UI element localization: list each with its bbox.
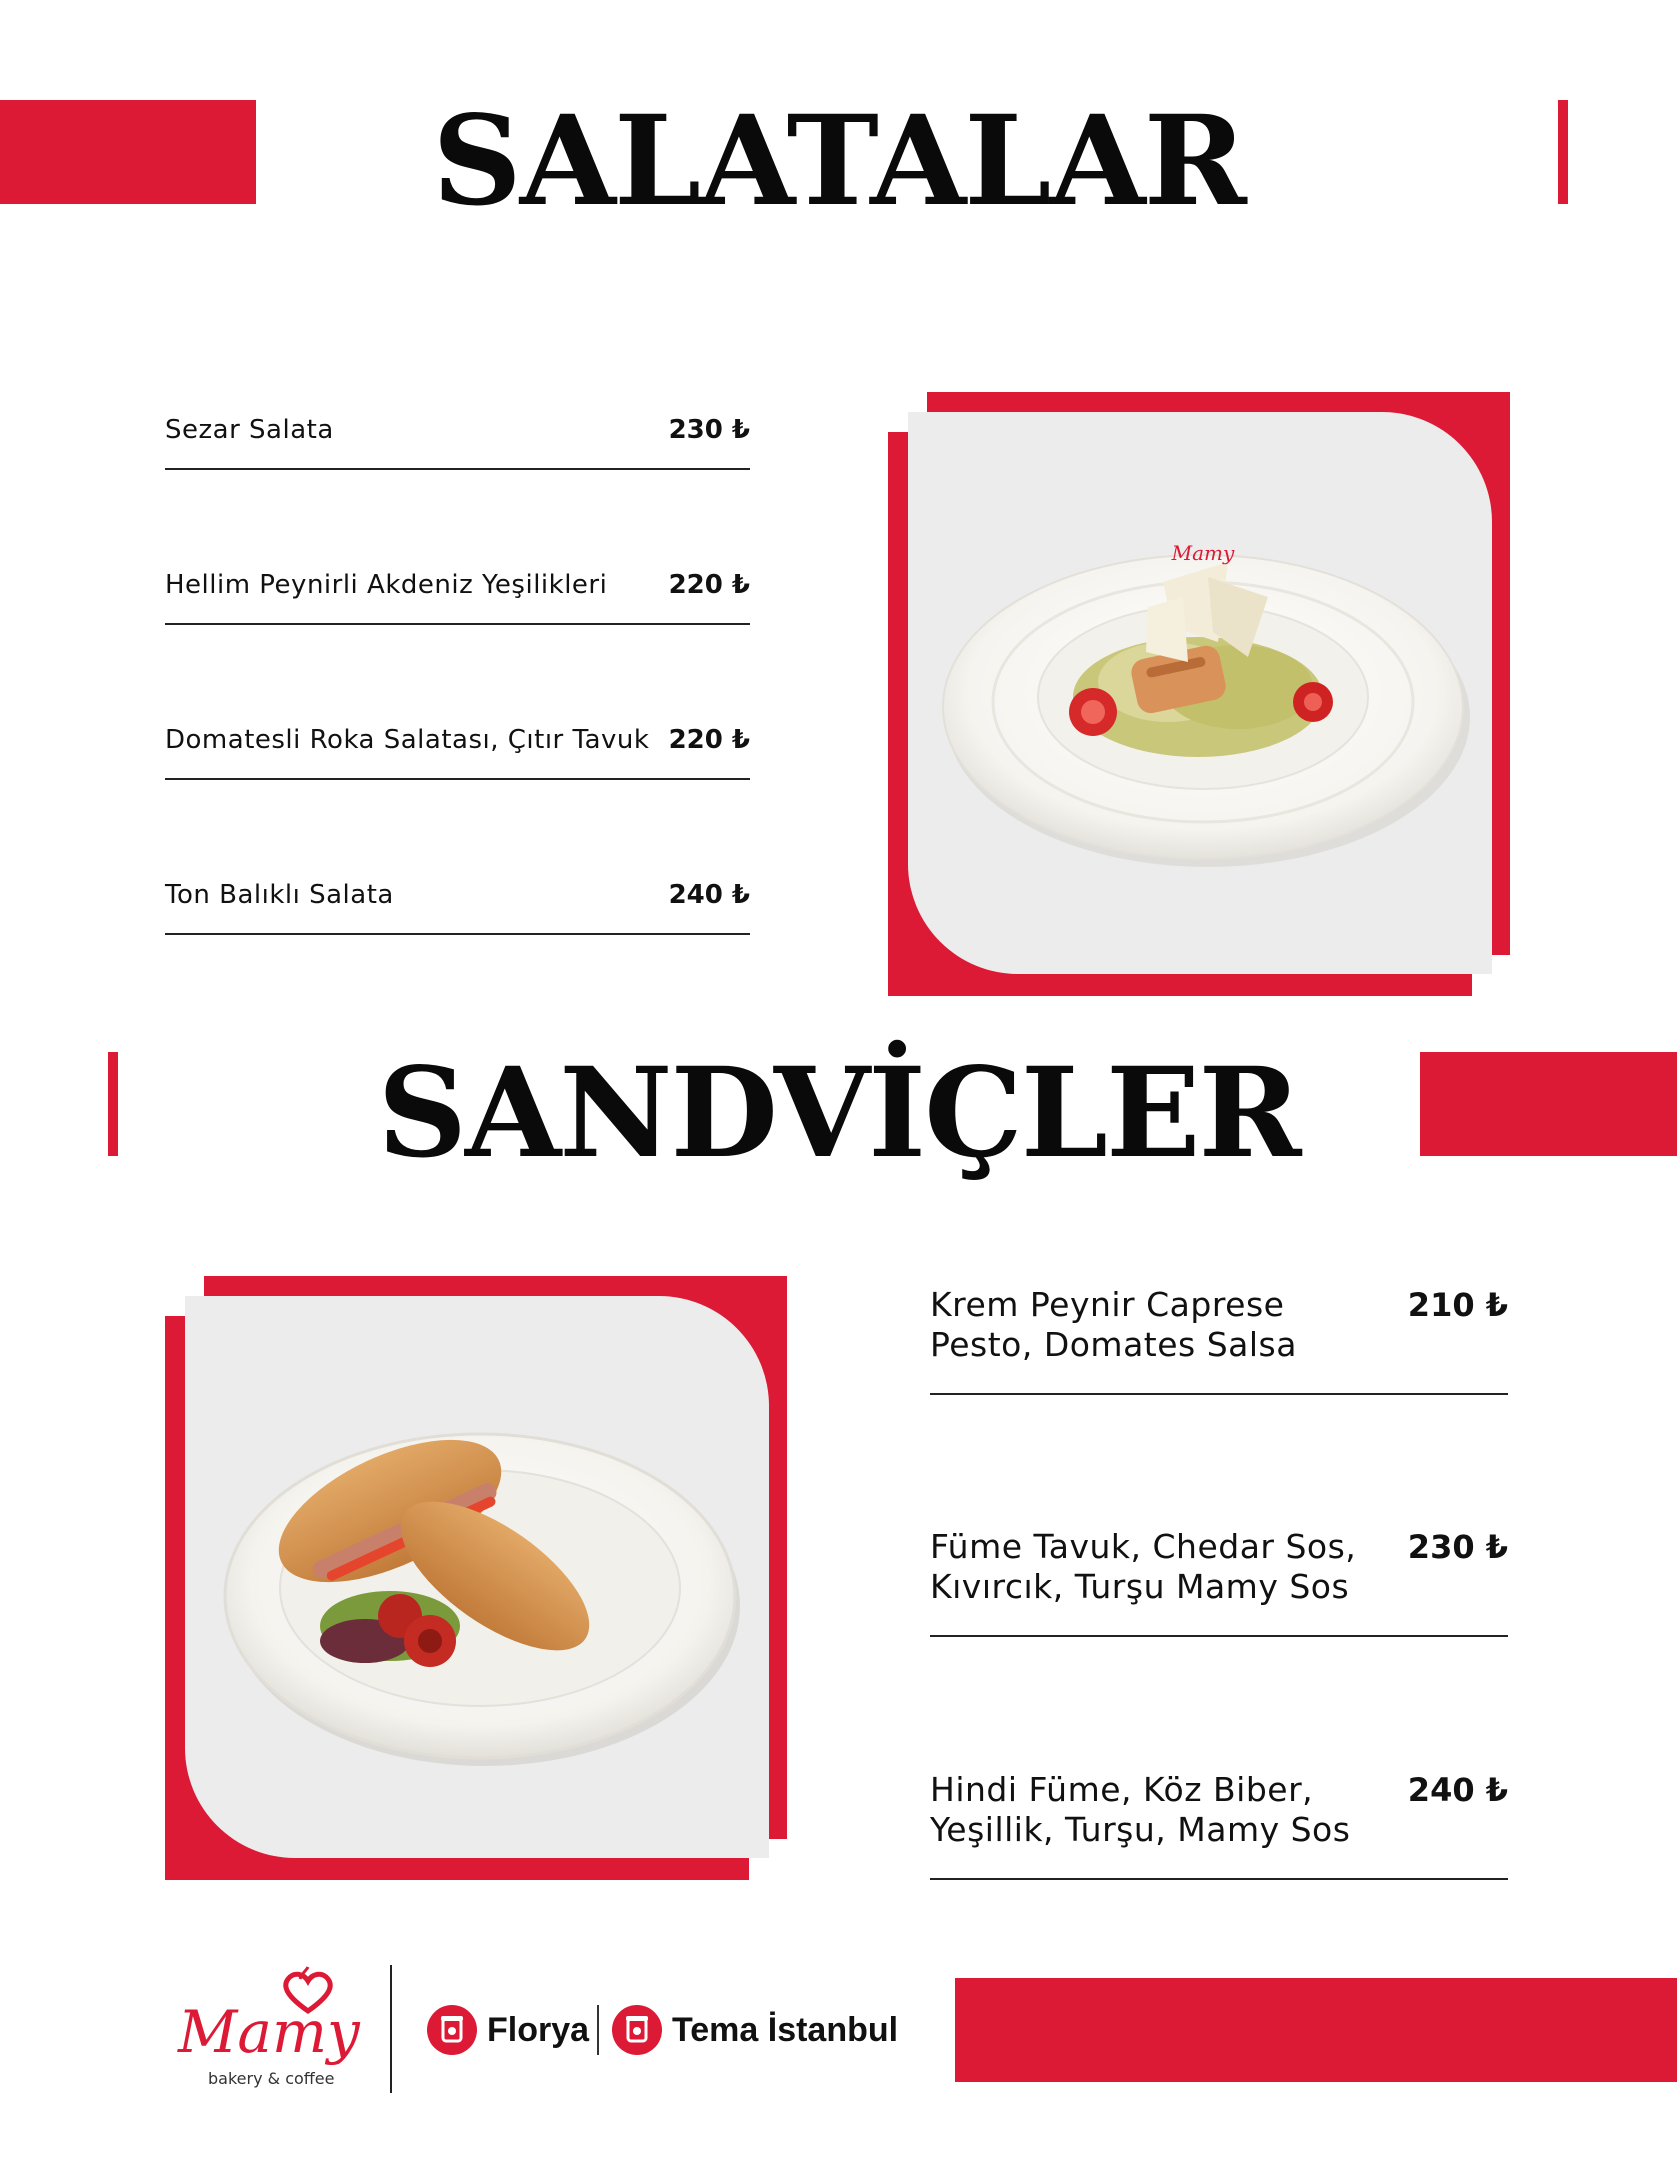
salad-item-price: 220 ₺ <box>668 725 750 755</box>
sandwich-item-price: 240 ₺ <box>1407 1771 1508 1809</box>
salad-item-name: Ton Balıklı Salata <box>165 880 394 910</box>
sandwiches-title: SANDVİÇLER <box>377 1041 1300 1186</box>
salad-item-price: 240 ₺ <box>668 880 750 910</box>
salad-item-price: 230 ₺ <box>668 415 750 445</box>
brand-name: Mamy <box>178 1998 360 2066</box>
sandwich-item <box>930 1285 1508 1395</box>
sandwich-item <box>930 1527 1508 1637</box>
item-divider <box>930 1393 1508 1395</box>
item-divider <box>930 1878 1508 1880</box>
sandwich-item-name-line1: Krem Peynir Caprese <box>930 1285 1285 1324</box>
salad-item-name: Domatesli Roka Salatası, Çıtır Tavuk <box>165 725 650 755</box>
location-separator <box>597 2005 599 2055</box>
sandwich-item-name-line1: Hindi Füme, Köz Biber, <box>930 1770 1314 1809</box>
coffee-cup-icon <box>612 2005 662 2055</box>
footer-brand-logo <box>170 1965 360 2095</box>
salad-photo <box>908 412 1492 974</box>
salads-title: SALATALAR <box>432 89 1245 234</box>
sandwich-item-name-line1: Füme Tavuk, Chedar Sos, <box>930 1527 1357 1566</box>
salad-item <box>165 410 750 470</box>
salad-item-name: Sezar Salata <box>165 415 334 445</box>
coffee-cup-icon <box>427 2005 477 2055</box>
salad-plate-illustration <box>908 412 1492 974</box>
sandwich-photo <box>185 1296 769 1858</box>
footer-divider <box>390 1965 392 2093</box>
salad-item <box>165 720 750 780</box>
sandwich-item-price: 230 ₺ <box>1407 1528 1508 1566</box>
location-label: Tema İstanbul <box>672 2010 899 2049</box>
salad-item-name: Hellim Peynirli Akdeniz Yeşilikleri <box>165 570 608 600</box>
location-badge <box>427 2003 589 2057</box>
brand-subtitle: bakery & coffee <box>208 2069 335 2088</box>
sandwich-item <box>930 1770 1508 1880</box>
item-divider <box>165 623 750 625</box>
footer-bar-right <box>955 1978 1677 2082</box>
item-divider <box>930 1635 1508 1637</box>
sandwich-item-name-line2: Kıvırcık, Turşu Mamy Sos <box>930 1567 1350 1606</box>
sandwich-plate-illustration <box>185 1296 769 1858</box>
salad-item-price: 220 ₺ <box>668 570 750 600</box>
salad-item <box>165 875 750 935</box>
location-label: Florya <box>487 2010 590 2049</box>
item-divider <box>165 933 750 935</box>
sandwich-item-price: 210 ₺ <box>1407 1286 1508 1324</box>
sandwich-item-name-line2: Yeşillik, Turşu, Mamy Sos <box>930 1810 1351 1849</box>
salad-item <box>165 565 750 625</box>
sandwich-item-name-line2: Pesto, Domates Salsa <box>930 1325 1297 1364</box>
item-divider <box>165 778 750 780</box>
item-divider <box>165 468 750 470</box>
svg-text:Mamy: Mamy <box>1171 541 1235 565</box>
location-badge <box>612 2003 898 2057</box>
